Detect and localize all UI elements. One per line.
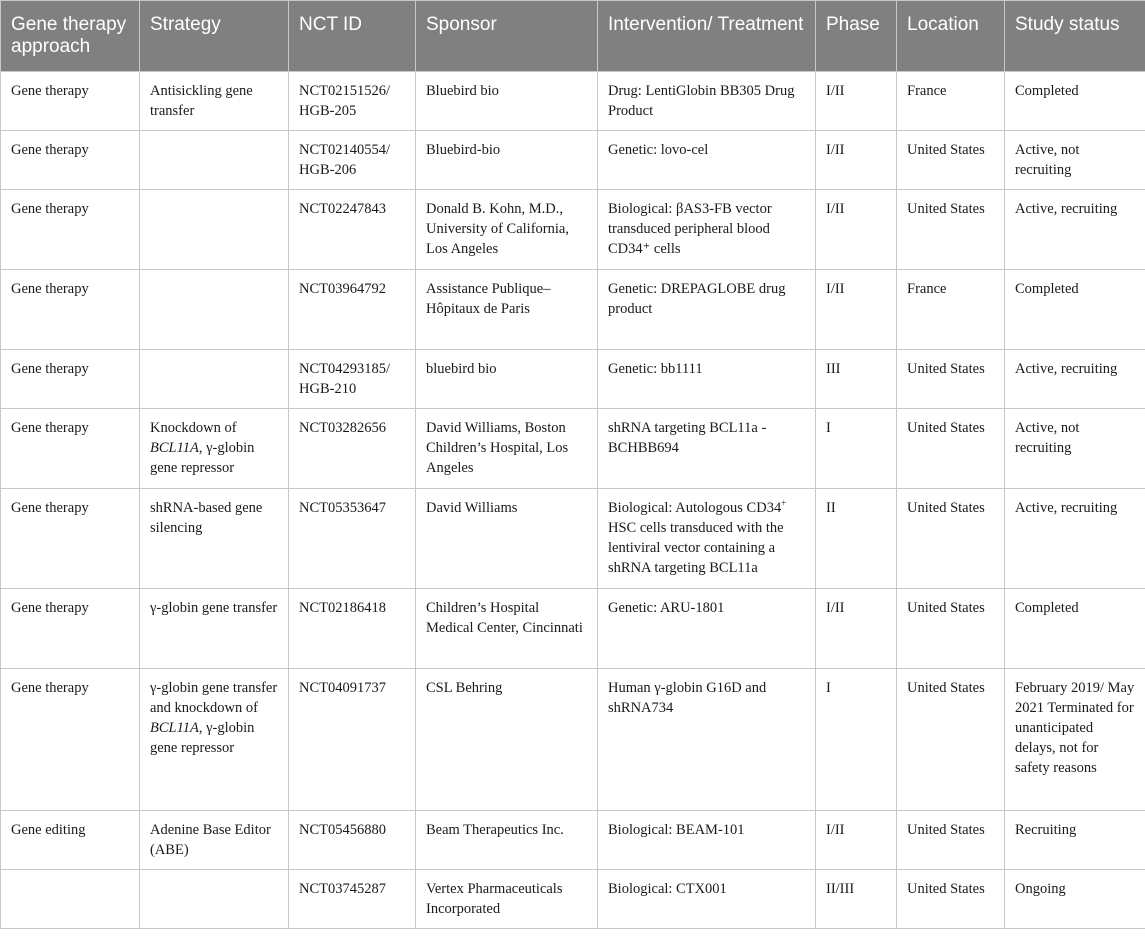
cell-intervention: Human γ-globin G16D and shRNA734 <box>598 669 816 811</box>
cell-strategy <box>140 409 289 489</box>
cell-nct-id: NCT02151526/ HGB-205 <box>289 72 416 131</box>
superscript-plus: + <box>781 498 787 509</box>
cell-sponsor: CSL Behring <box>416 669 598 811</box>
header-sponsor: Sponsor <box>416 1 598 72</box>
cell-nct-id: NCT03964792 <box>289 270 416 350</box>
cell-sponsor: Children’s Hospital Medical Center, Cincinnati <box>416 589 598 669</box>
cell-nct-id: NCT05353647 <box>289 489 416 589</box>
table-row <box>1 72 1145 131</box>
cell-strategy: shRNA-based gene silencing <box>140 489 289 589</box>
cell-location: United States <box>897 669 1005 811</box>
cell-intervention: Genetic: bb1111 <box>598 350 816 409</box>
strategy-text-pre: γ-globin gene transfer and knockdown of <box>150 680 278 716</box>
table-row <box>1 489 1145 589</box>
cell-phase: II <box>816 489 897 589</box>
cell-sponsor: David Williams <box>416 489 598 589</box>
cell-approach: Gene editing <box>1 811 140 870</box>
cell-approach: Gene therapy <box>1 489 140 589</box>
strategy-text-pre: Knockdown of <box>150 420 237 436</box>
header-strategy: Strategy <box>140 1 289 72</box>
cell-approach <box>1 870 140 929</box>
cell-approach: Gene therapy <box>1 72 140 131</box>
cell-phase: I/II <box>816 190 897 270</box>
cell-nct-id: NCT05456880 <box>289 811 416 870</box>
cell-sponsor: bluebird bio <box>416 350 598 409</box>
table-row <box>1 190 1145 270</box>
table-header <box>1 1 1145 72</box>
cell-location: United States <box>897 190 1005 270</box>
table-row <box>1 870 1145 929</box>
table-row <box>1 131 1145 190</box>
table-row <box>1 811 1145 870</box>
cell-intervention: Biological: βAS3-FB vector transduced peripheral blood CD34⁺ cells <box>598 190 816 270</box>
cell-intervention: Genetic: ARU-1801 <box>598 589 816 669</box>
cell-status: Completed <box>1005 589 1145 669</box>
gene-name: BCL11A <box>150 720 199 736</box>
cell-approach: Gene therapy <box>1 589 140 669</box>
table-body <box>1 72 1145 929</box>
cell-intervention: shRNA targeting BCL11a - BCHBB694 <box>598 409 816 489</box>
cell-sponsor: Bluebird bio <box>416 72 598 131</box>
header-location: Location <box>897 1 1005 72</box>
cell-sponsor: Donald B. Kohn, M.D., University of California, Los Angeles <box>416 190 598 270</box>
table-row <box>1 589 1145 669</box>
cell-status: Recruiting <box>1005 811 1145 870</box>
table-row <box>1 270 1145 350</box>
table-row <box>1 409 1145 489</box>
cell-approach: Gene therapy <box>1 409 140 489</box>
cell-strategy <box>140 131 289 190</box>
cell-strategy <box>140 270 289 350</box>
cell-intervention: Genetic: DREPAGLOBE drug product <box>598 270 816 350</box>
cell-location: United States <box>897 811 1005 870</box>
cell-phase: I/II <box>816 72 897 131</box>
cell-intervention <box>598 489 816 589</box>
cell-sponsor: Assistance Publique–Hôpitaux de Paris <box>416 270 598 350</box>
cell-nct-id: NCT02140554/ HGB-206 <box>289 131 416 190</box>
intervention-text-post: HSC cells transduced with the lentiviral vector containing a shRNA targeting BCL11a <box>608 520 784 576</box>
cell-location: United States <box>897 409 1005 489</box>
table-row <box>1 350 1145 409</box>
cell-phase: I/II <box>816 131 897 190</box>
cell-phase: I/II <box>816 811 897 870</box>
cell-sponsor: Vertex Pharmaceuticals Incorporated <box>416 870 598 929</box>
cell-status: Active, recruiting <box>1005 190 1145 270</box>
cell-strategy: Antisickling gene transfer <box>140 72 289 131</box>
cell-status: Active, not recruiting <box>1005 409 1145 489</box>
cell-phase: I <box>816 669 897 811</box>
cell-status: Completed <box>1005 270 1145 350</box>
header-intervention: Intervention/ Treatment <box>598 1 816 72</box>
cell-status: Completed <box>1005 72 1145 131</box>
cell-nct-id: NCT03282656 <box>289 409 416 489</box>
cell-intervention: Genetic: lovo-cel <box>598 131 816 190</box>
cell-approach: Gene therapy <box>1 270 140 350</box>
header-phase: Phase <box>816 1 897 72</box>
cell-status: Active, not recruiting <box>1005 131 1145 190</box>
gene-name: BCL11A <box>150 440 199 456</box>
cell-nct-id: NCT04091737 <box>289 669 416 811</box>
cell-nct-id: NCT04293185/ HGB-210 <box>289 350 416 409</box>
cell-approach: Gene therapy <box>1 131 140 190</box>
cell-approach: Gene therapy <box>1 190 140 270</box>
cell-location: France <box>897 270 1005 350</box>
cell-status: Active, recruiting <box>1005 350 1145 409</box>
cell-strategy <box>140 669 289 811</box>
cell-intervention: Biological: BEAM-101 <box>598 811 816 870</box>
cell-location: United States <box>897 589 1005 669</box>
cell-intervention: Biological: CTX001 <box>598 870 816 929</box>
cell-phase: III <box>816 350 897 409</box>
cell-approach: Gene therapy <box>1 350 140 409</box>
cell-nct-id: NCT02186418 <box>289 589 416 669</box>
cell-phase: I/II <box>816 270 897 350</box>
table-row <box>1 669 1145 811</box>
strategy-text-post: , γ-globin gene repressor <box>150 720 255 756</box>
cell-sponsor: Beam Therapeutics Inc. <box>416 811 598 870</box>
cell-strategy <box>140 190 289 270</box>
header-nct-id: NCT ID <box>289 1 416 72</box>
cell-status: Ongoing <box>1005 870 1145 929</box>
cell-sponsor: Bluebird-bio <box>416 131 598 190</box>
cell-intervention: Drug: LentiGlobin BB305 Drug Product <box>598 72 816 131</box>
cell-phase: I <box>816 409 897 489</box>
cell-nct-id: NCT02247843 <box>289 190 416 270</box>
header-approach: Gene therapy approach <box>1 1 140 72</box>
cell-location: United States <box>897 350 1005 409</box>
cell-sponsor: David Williams, Boston Children’s Hospital, Los Angeles <box>416 409 598 489</box>
cell-phase: I/II <box>816 589 897 669</box>
cell-strategy <box>140 870 289 929</box>
cell-nct-id: NCT03745287 <box>289 870 416 929</box>
cell-phase: II/III <box>816 870 897 929</box>
cell-location: United States <box>897 131 1005 190</box>
cell-status: February 2019/ May 2021 Terminated for unanticipated delays, not for safety reasons <box>1005 669 1145 811</box>
intervention-text-pre: Biological: Autologous CD34 <box>608 500 782 516</box>
cell-location: United States <box>897 489 1005 589</box>
strategy-text-post: , γ-globin gene repressor <box>150 440 255 476</box>
header-row <box>1 1 1145 72</box>
cell-location: France <box>897 72 1005 131</box>
cell-strategy <box>140 350 289 409</box>
cell-status: Active, recruiting <box>1005 489 1145 589</box>
cell-location: United States <box>897 870 1005 929</box>
header-status: Study status <box>1005 1 1145 72</box>
cell-strategy: γ-globin gene transfer <box>140 589 289 669</box>
cell-approach: Gene therapy <box>1 669 140 811</box>
cell-strategy: Adenine Base Editor (ABE) <box>140 811 289 870</box>
